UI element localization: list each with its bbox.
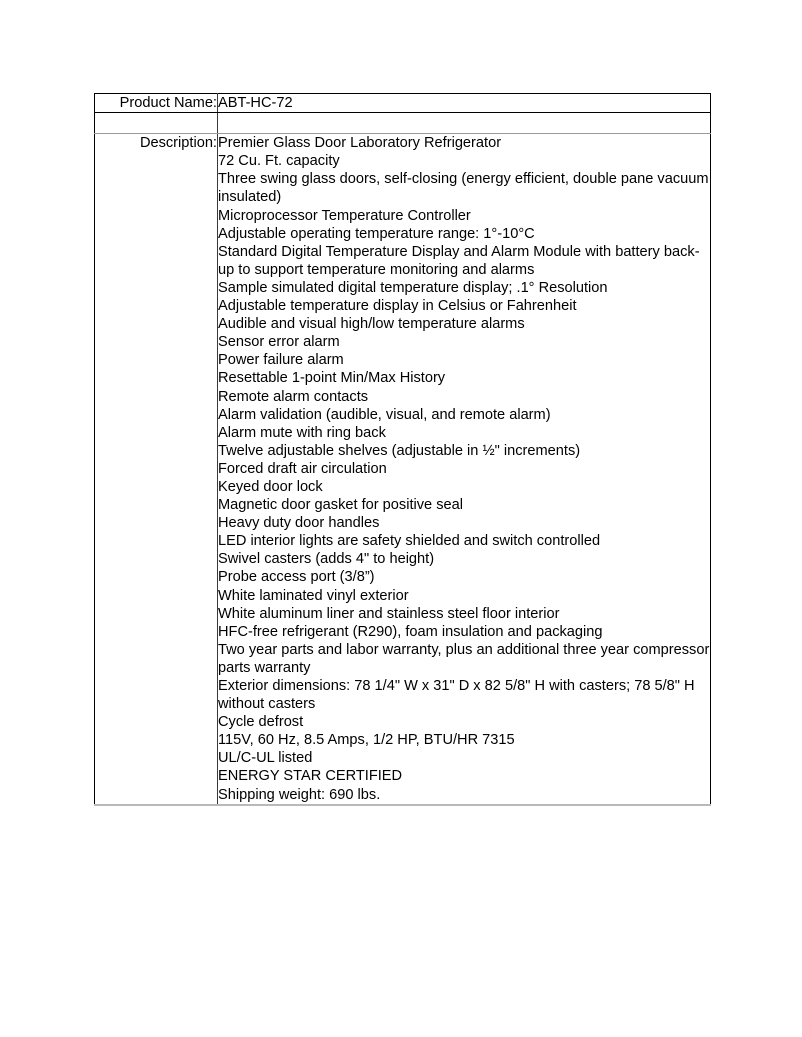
description-line: Audible and visual high/low temperature alarms <box>218 316 525 333</box>
description-line: Premier Glass Door Laboratory Refrigerator <box>218 135 502 152</box>
description-line: Adjustable operating temperature range: 1°-10°C <box>218 225 535 242</box>
product-name-label-cell <box>95 94 218 113</box>
description-line: Standard Digital Temperature Display and Alarm Module with battery back-up to support temperature monitoring and alarms <box>218 243 700 278</box>
description-line: Swivel casters (adds 4" to height) <box>218 551 435 568</box>
description-line: ENERGY STAR CERTIFIED <box>218 768 403 785</box>
product-spec-table <box>94 93 711 806</box>
description-line: Sample simulated digital temperature display; .1° Resolution <box>218 279 608 296</box>
description-line: Three swing glass doors, self-closing (energy efficient, double pane vacuum insulated) <box>218 171 709 206</box>
product-name-label: Product Name: <box>119 95 217 111</box>
description-line: 115V, 60 Hz, 8.5 Amps, 1/2 HP, BTU/HR 7315 <box>218 732 515 749</box>
description-line: Forced draft air circulation <box>218 460 387 477</box>
description-line: HFC-free refrigerant (R290), foam insulation and packaging <box>218 623 603 640</box>
description-line: Shipping weight: 690 lbs. <box>218 786 381 803</box>
table-row-product-name <box>95 94 711 113</box>
description-line: Keyed door lock <box>218 478 323 495</box>
description-line: Alarm mute with ring back <box>218 424 386 441</box>
spacer-label-cell <box>95 113 218 134</box>
description-line: Twelve adjustable shelves (adjustable in ½" increments) <box>218 442 581 459</box>
description-line: 72 Cu. Ft. capacity <box>218 153 340 170</box>
description-line: Probe access port (3/8”) <box>218 569 375 586</box>
description-line: White laminated vinyl exterior <box>218 587 409 604</box>
description-line: Two year parts and labor warranty, plus an additional three year compressor parts warranty <box>218 641 710 676</box>
description-line: UL/C-UL listed <box>218 750 313 767</box>
description-value-cell <box>218 134 711 805</box>
description-line: Heavy duty door handles <box>218 515 380 532</box>
description-line: Remote alarm contacts <box>218 388 369 405</box>
table-row-spacer <box>95 113 711 134</box>
description-line: Cycle defrost <box>218 714 304 731</box>
description-line: Magnetic door gasket for positive seal <box>218 497 463 514</box>
description-label-cell <box>95 134 218 805</box>
description-line: Microprocessor Temperature Controller <box>218 207 471 224</box>
description-line: Adjustable temperature display in Celsius or Fahrenheit <box>218 298 577 315</box>
description-line: Resettable 1-point Min/Max History <box>218 370 446 387</box>
description-line: Exterior dimensions: 78 1/4" W x 31" D x 82 5/8" H with casters; 78 5/8" H without casters <box>218 678 695 713</box>
description-line: Sensor error alarm <box>218 334 340 351</box>
description-line: LED interior lights are safety shielded and switch controlled <box>218 533 601 550</box>
description-label: Description: <box>139 135 217 152</box>
product-name-value-cell <box>218 94 711 113</box>
spec-table-body <box>95 94 711 805</box>
description-line-list <box>218 134 710 803</box>
description-line: Alarm validation (audible, visual, and remote alarm) <box>218 406 551 423</box>
description-line: Power failure alarm <box>218 352 344 369</box>
product-name-value: ABT-HC-72 <box>218 95 293 111</box>
spacer-value-cell <box>218 113 711 134</box>
table-row-description <box>95 134 711 805</box>
description-line: White aluminum liner and stainless steel floor interior <box>218 605 560 622</box>
